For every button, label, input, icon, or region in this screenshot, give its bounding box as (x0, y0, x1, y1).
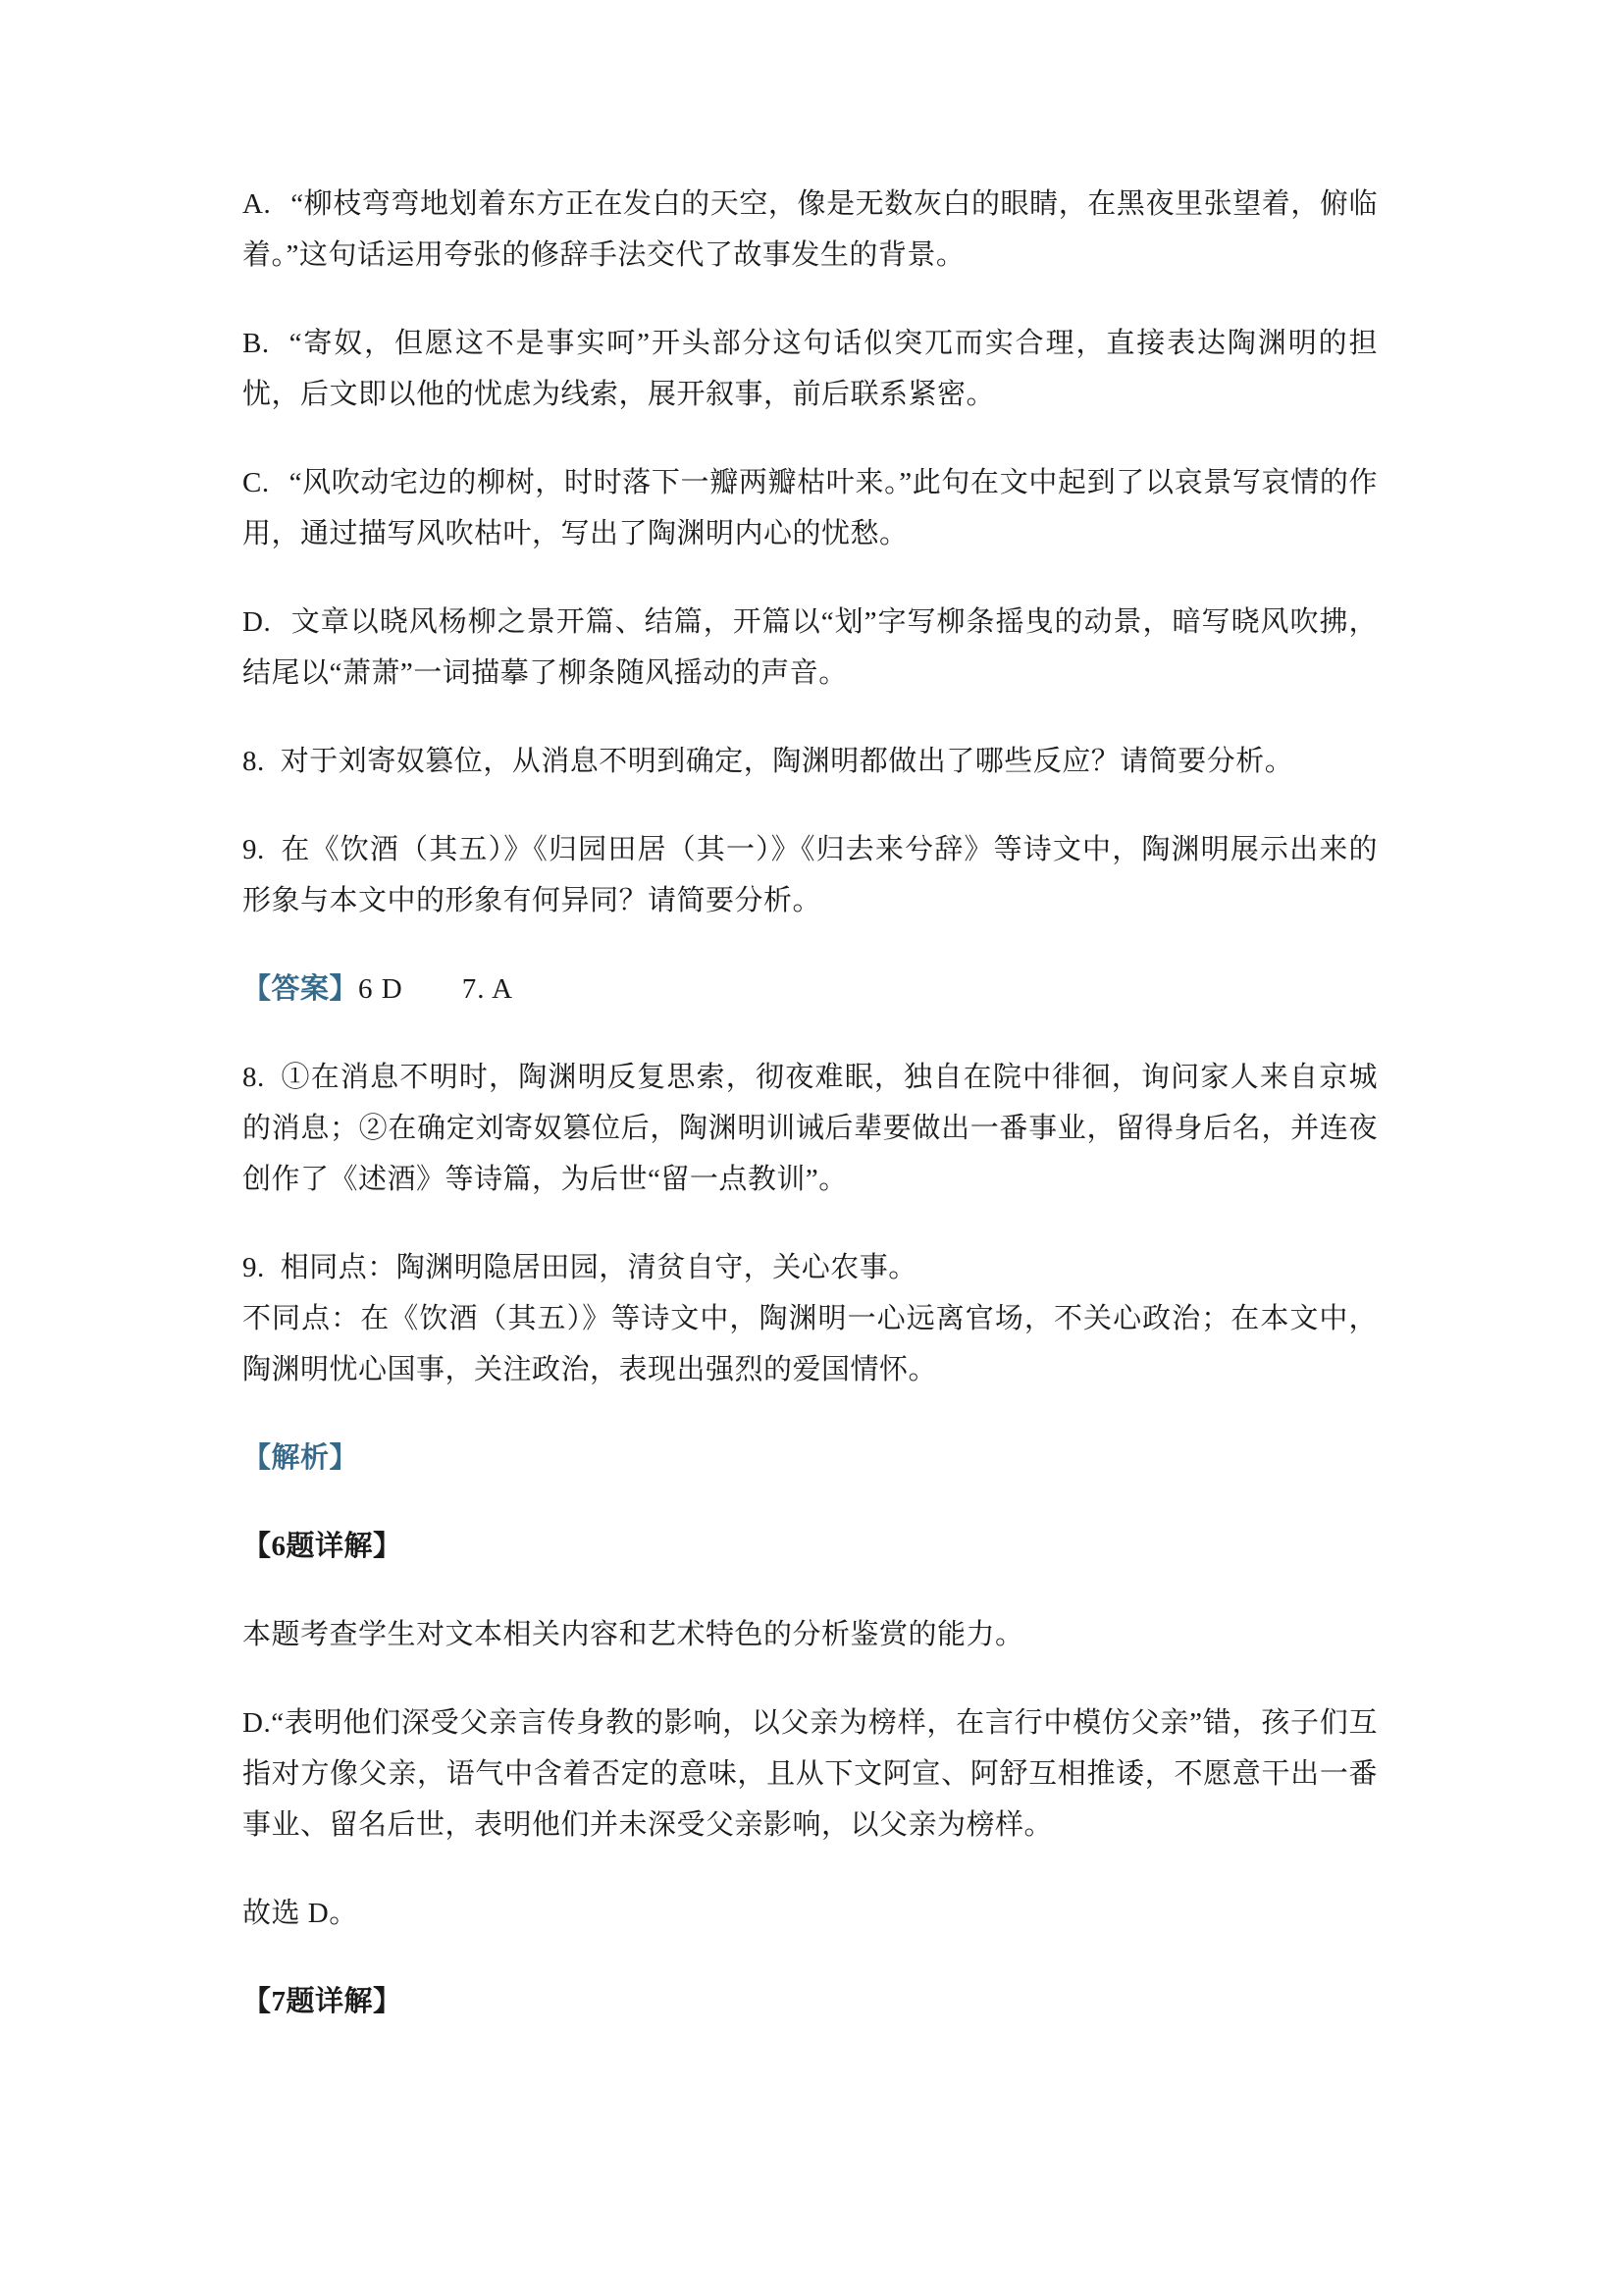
question-8 (242, 736, 1378, 787)
analysis-q6-conclusion: 故选 D。 (242, 1898, 358, 1929)
question-9-number: 9. (242, 834, 265, 865)
analysis-q6-intro: 本题考查学生对文本相关内容和艺术特色的分析鉴赏的能力。 (242, 1619, 1024, 1650)
answer-line (242, 964, 1378, 1015)
analysis-q6-detail: D.“表明他们深受父亲言传身教的影响，以父亲为榜样，在言行中模仿父亲”错，孩子们互指对方像父亲，语气中含着否定的意味，且从下文阿宣、阿舒互相推诿，不愿意干出一番事业、留名后世，表明他们并未深受父亲影响，以父亲为榜样。 (242, 1707, 1378, 1841)
answer-9-detail (242, 1242, 1378, 1395)
option-d (242, 597, 1378, 699)
option-a-label: A. (242, 188, 272, 220)
answer-values: 6 D 7. A (358, 973, 514, 1005)
option-b-label: B. (242, 328, 270, 359)
answer-8-detail (242, 1052, 1378, 1205)
answer-8-number: 8. (242, 1062, 265, 1093)
option-c-text: “风吹动宅边的柳树，时时落下一瓣两瓣枯叶来。”此句在文中起到了以哀景写哀情的作用，通过描写风吹枯叶，写出了陶渊明内心的忧愁。 (242, 467, 1378, 549)
question-9 (242, 824, 1378, 926)
analysis-q7-heading: 【7题详解】 (242, 1986, 402, 2017)
option-c (242, 457, 1378, 559)
analysis-label: 【解析】 (242, 1442, 359, 1474)
option-d-label: D. (242, 606, 272, 638)
option-c-label: C. (242, 467, 270, 498)
option-b-text: “寄奴，但愿这不是事实呵”开头部分这句话似突兀而实合理，直接表达陶渊明的担忧，后文即以他的忧虑为线索，展开叙事，前后联系紧密。 (242, 328, 1378, 410)
question-9-text: 在《饮酒（其五）》《归园田居（其一）》《归去来兮辞》等诗文中，陶渊明展示出来的形象与本文中的形象有何异同？请简要分析。 (242, 834, 1378, 916)
question-8-text: 对于刘寄奴篡位，从消息不明到确定，陶渊明都做出了哪些反应？请简要分析。 (280, 746, 1294, 777)
option-a-text: “柳枝弯弯地划着东方正在发白的天空，像是无数灰白的眼睛，在黑夜里张望着，俯临着。”这句话运用夸张的修辞手法交代了故事发生的背景。 (242, 188, 1378, 271)
analysis-q6-heading: 【6题详解】 (242, 1531, 402, 1562)
answer-9-same-point: 相同点：陶渊明隐居田园，清贫自守，关心农事。 (280, 1252, 917, 1283)
answer-9-same-point-line (242, 1242, 1378, 1293)
option-d-text: 文章以晓风杨柳之景开篇、结篇，开篇以“划”字写柳条摇曳的动景，暗写晓风吹拂，结尾以“萧萧”一词描摹了柳条随风摇动的声音。 (242, 606, 1378, 689)
analysis-section-label-line (242, 1433, 1378, 1484)
option-a (242, 179, 1378, 281)
answer-9-number: 9. (242, 1252, 265, 1283)
question-8-number: 8. (242, 746, 265, 777)
answer-9-diff-point: 不同点：在《饮酒（其五）》等诗文中，陶渊明一心远离官场，不关心政治；在本文中，陶渊明忧心国事，关注政治，表现出强烈的爱国情怀。 (242, 1303, 1378, 1385)
option-b (242, 318, 1378, 420)
answer-8-text: ①在消息不明时，陶渊明反复思索，彻夜难眠，独自在院中徘徊，询问家人来自京城的消息；②在确定刘寄奴篡位后，陶渊明训诫后辈要做出一番事业，留得身后名，并连夜创作了《述酒》等诗篇，为后世“留一点教训”。 (242, 1062, 1378, 1195)
answer-label: 【答案】 (242, 973, 359, 1005)
